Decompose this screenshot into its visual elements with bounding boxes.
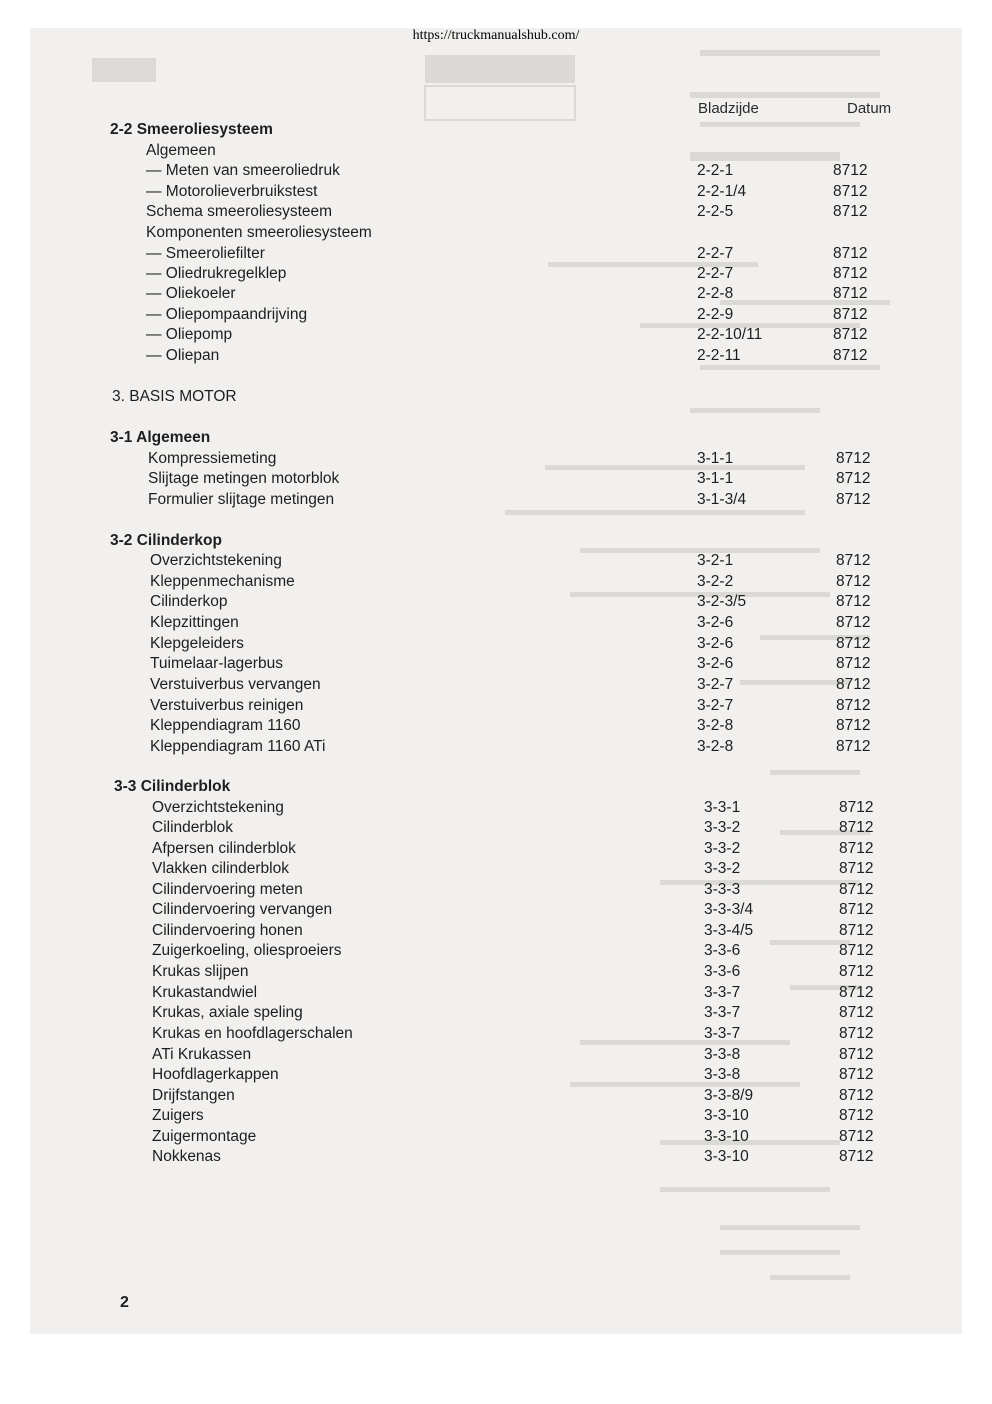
entry-title: Zuigers [152,1107,204,1124]
entry-title: Krukas en hoofdlagerschalen [152,1025,353,1042]
entry-page: 2-2-10/11 [697,326,763,343]
entry-date: 8712 [836,614,871,631]
entry-date: 8712 [839,1066,874,1083]
entry-title: Kleppendiagram 1160 ATi [150,738,326,755]
entry-title: Cilinderblok [152,819,233,836]
entry-title: Tuimelaar-lagerbus [150,655,283,672]
entry-page: 3-3-4/5 [704,922,754,939]
entry-title: Overzichtstekening [152,799,284,816]
entry-date: 8712 [833,306,868,323]
entry-title: Cilindervoering meten [152,881,303,898]
entry-date: 8712 [836,738,871,755]
entry-page: 3-2-8 [697,717,734,734]
entry-date: 8712 [839,819,874,836]
entry-title: Algemeen [146,142,216,159]
entry-page: 3-3-8/9 [704,1087,754,1104]
entry-page: 2-2-11 [697,347,741,364]
entry-page: 3-3-10 [704,1107,749,1124]
entry-date: 8712 [833,326,868,343]
entry-date: 8712 [833,265,868,282]
entry-title: Schema smeeroliesysteem [146,203,333,220]
entry-title: — Oliepan [146,347,220,364]
entry-page: 3-2-1 [697,552,734,569]
entry-title: Verstuiverbus vervangen [150,676,321,693]
entry-date: 8712 [839,901,874,918]
entry-title: Cilinderkop [150,593,228,610]
entry-page: 3-3-7 [704,1025,741,1042]
entry-title: Drijfstangen [152,1087,235,1104]
entry-title: Kompressiemeting [148,450,277,467]
entry-date: 8712 [836,573,871,590]
entry-date: 8712 [833,162,868,179]
entry-title: Afpersen cilinderblok [152,840,296,857]
entry-title: 2-2 Smeeroliesysteem [110,121,273,138]
entry-page: 3-2-6 [697,614,734,631]
entry-page: 2-2-7 [697,265,734,282]
entry-title: Cilindervoering vervangen [152,901,333,918]
entry-page: 3-1-1 [697,450,734,467]
entry-title: — Oliekoeler [146,285,236,302]
entry-title: Krukastandwiel [152,984,258,1001]
entry-date: 8712 [839,1046,874,1063]
column-header-date: Datum [847,100,892,117]
entry-page: 3-3-6 [704,963,741,980]
entry-title: Klepgeleiders [150,635,244,652]
entry-page: 3-3-3/4 [704,901,754,918]
entry-page: 2-2-1/4 [697,183,747,200]
entry-date: 8712 [839,840,874,857]
entry-title: Formulier slijtage metingen [148,491,335,508]
column-header-page: Bladzijde [698,100,759,117]
entry-page: 3-2-7 [697,676,734,693]
entry-page: 2-2-7 [697,245,734,262]
entry-title: Nokkenas [152,1148,221,1165]
page-number: 2 [120,1294,129,1311]
entry-page: 3-2-6 [697,655,734,672]
entry-title: Komponenten smeeroliesysteem [146,224,372,241]
entry-date: 8712 [839,1148,874,1165]
entry-page: 3-3-10 [704,1148,749,1165]
entry-date: 8712 [836,593,871,610]
entry-title: Cilindervoering honen [152,922,303,939]
entry-date: 8712 [839,881,874,898]
entry-page: 3-3-2 [704,860,741,877]
entry-date: 8712 [839,942,874,959]
entry-date: 8712 [833,203,868,220]
entry-date: 8712 [839,1128,874,1145]
entry-title: Verstuiverbus reinigen [150,697,304,714]
entry-date: 8712 [836,717,871,734]
entry-title: — Meten van smeeroliedruk [146,162,340,179]
entry-date: 8712 [836,450,871,467]
entry-page: 3-3-1 [704,799,741,816]
entry-title: Overzichtstekening [150,552,282,569]
entry-title: Zuigerkoeling, oliesproeiers [152,942,342,959]
entry-title: Krukas slijpen [152,963,249,980]
entry-page: 3-2-6 [697,635,734,652]
entry-date: 8712 [833,245,868,262]
entry-title: Zuigermontage [152,1128,257,1145]
entry-page: 2-2-5 [697,203,734,220]
entry-date: 8712 [833,285,868,302]
entry-title: — Oliedrukregelklep [146,265,287,282]
entry-date: 8712 [836,697,871,714]
entry-title: Kleppenmechanisme [150,573,295,590]
entry-date: 8712 [839,1004,874,1021]
entry-page: 3-2-3/5 [697,593,747,610]
entry-date: 8712 [833,347,868,364]
entry-page: 2-2-8 [697,285,734,302]
entry-page: 3-3-3 [704,881,741,898]
entry-date: 8712 [839,799,874,816]
entry-page: 3-3-6 [704,942,741,959]
entry-date: 8712 [836,552,871,569]
entry-page: 3-1-3/4 [697,491,747,508]
entry-title: Klepzittingen [150,614,239,631]
entry-date: 8712 [839,1087,874,1104]
entry-title: Kleppendiagram 1160 [150,717,301,734]
entry-title: — Oliepompaandrijving [146,306,308,323]
entry-title: Vlakken cilinderblok [152,860,289,877]
entry-page: 3-2-7 [697,697,734,714]
entry-page: 3-1-1 [697,470,734,487]
entry-page: 3-3-7 [704,984,741,1001]
entry-title: Krukas, axiale speling [152,1004,303,1021]
entry-page: 2-2-9 [697,306,734,323]
entry-date: 8712 [836,655,871,672]
entry-date: 8712 [839,1107,874,1124]
entry-date: 8712 [836,635,871,652]
entry-page: 3-3-2 [704,819,741,836]
entry-title: ATi Krukassen [152,1046,252,1063]
entry-title: — Motorolieverbruikstest [146,183,318,200]
entry-date: 8712 [833,183,868,200]
entry-date: 8712 [839,860,874,877]
entry-page: 3-3-8 [704,1066,741,1083]
entry-page: 3-3-8 [704,1046,741,1063]
entry-date: 8712 [839,922,874,939]
entry-page: 3-3-10 [704,1128,749,1145]
entry-page: 3-3-2 [704,840,741,857]
entry-date: 8712 [836,491,871,508]
entry-page: 3-2-2 [697,573,734,590]
entry-date: 8712 [836,676,871,693]
entry-title: 3. BASIS MOTOR [112,388,237,405]
entry-title: — Oliepomp [146,326,233,343]
entry-title: — Smeeroliefilter [146,245,265,262]
entry-title: 3-3 Cilinderblok [114,778,231,795]
entry-title: Slijtage metingen motorblok [148,470,340,487]
entry-date: 8712 [839,984,874,1001]
entry-date: 8712 [839,963,874,980]
entry-page: 3-3-7 [704,1004,741,1021]
entry-date: 8712 [839,1025,874,1042]
entry-page: 3-2-8 [697,738,734,755]
entry-title: Hoofdlagerkappen [152,1066,279,1083]
entry-title: 3-2 Cilinderkop [110,532,222,549]
entry-date: 8712 [836,470,871,487]
entry-title: 3-1 Algemeen [110,429,211,446]
entry-page: 2-2-1 [697,162,734,179]
source-url[interactable]: https://truckmanualshub.com/ [412,28,580,43]
